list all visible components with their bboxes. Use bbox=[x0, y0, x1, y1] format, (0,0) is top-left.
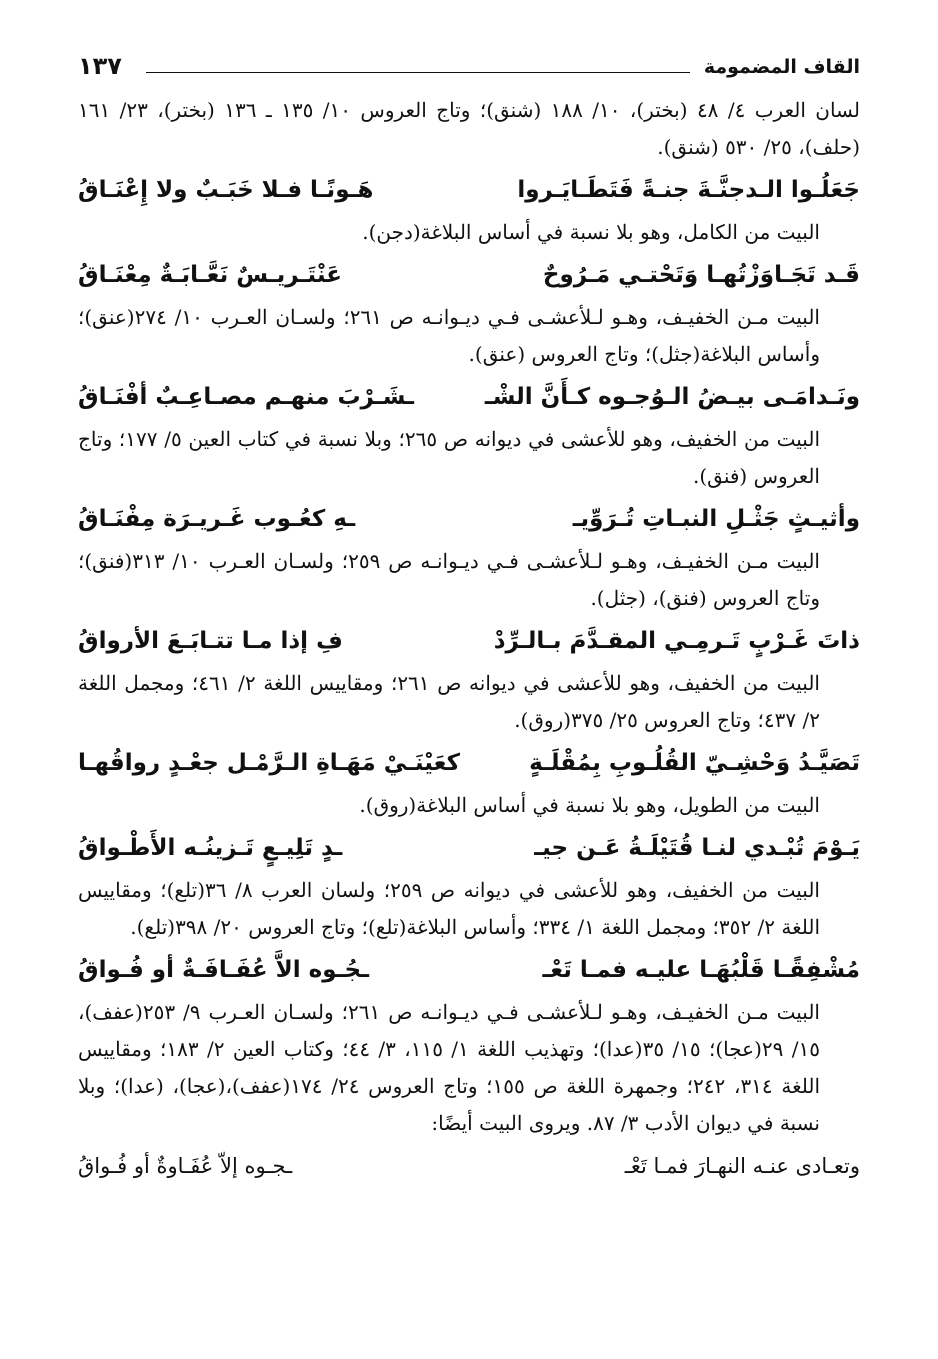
verse-note: البيت من الطويل، وهو بلا نسبة في أساس البلاغة(روق). bbox=[359, 793, 820, 817]
verse-second-hemistich: هَـونًـا فـلا خَبَـبٌ ولا إِعْنَـاقُ bbox=[78, 177, 374, 203]
verse-note: البيت من الخفيف، وهو للأعشى في ديوانه ص ٢٥٩؛ ولسان العرب ٨/ ٣٦(تلع)؛ ومقاييس اللغة ٢/ ٣٥٢؛ ومجمل اللغة ١/ ٣٣٤؛ وأساس البلاغة(تلع)؛ وتاج العروس ٢٠/ ٣٩٨(تلع). bbox=[78, 878, 820, 939]
verse-line bbox=[78, 495, 860, 543]
verse-note: البيت مـن الخفيـف، وهـو لـلأعشـى فـي ديـوانـه ص ٢٦١؛ ولسـان العـرب ١٠/ ٢٧٤(عنق)؛ وأساس البلاغة(جثل)؛ وتاج العروس (عنق). bbox=[78, 305, 820, 366]
page-number: ١٣٧ bbox=[78, 52, 122, 80]
running-title: القاف المضمومة bbox=[703, 56, 860, 78]
verse-second-hemistich: فِ إذا مـا تتـابَـعَ الأرواقُ bbox=[78, 628, 343, 654]
verse-line bbox=[78, 824, 860, 872]
verse-note: البيت من الخفيف، وهو للأعشى في ديوانه ص ٢٦١؛ ومقاييس اللغة ٢/ ٤٦١؛ ومجمل اللغة ٢/ ٤٣٧؛ وتاج العروس ٢٥/ ٣٧٥(روق). bbox=[78, 671, 820, 732]
header-rule bbox=[146, 72, 690, 73]
page-header bbox=[78, 48, 860, 88]
verse-first-hemistich: ونَـدامَـى بيـضُ الـوُجـوه كـأَنَّ الشْـ bbox=[484, 384, 860, 410]
verse-line bbox=[78, 739, 860, 787]
page-content bbox=[78, 92, 860, 1190]
verse-second-hemistich: ـدٍ تَلِيـعٍ تَـزينُـه الأَطْـواقُ bbox=[78, 835, 343, 861]
verse-line bbox=[78, 251, 860, 299]
verse-line bbox=[78, 617, 860, 665]
verse-first-hemistich: قَـد تَجَـاوَزْتُهـا وَتَحْتـي مَـرُوحٌ bbox=[542, 262, 860, 288]
verse-second-hemistich: كعَيْنَـيْ مَهَـاةِ الـرَّمْـل جعْـدٍ رواقُهـا bbox=[78, 750, 460, 776]
verse-first-hemistich: تَصَيَّـدُ وَحْشِـيّ القُلُـوبِ بِمُقْلَـةٍ bbox=[529, 750, 860, 776]
verse-first-hemistich: جَعَلُـوا الـدجنَّـةَ جنـةً فَتَطَـايَـروا bbox=[517, 177, 860, 203]
verse-line bbox=[78, 946, 860, 994]
verse-first-hemistich: يَـوْمَ تُبْـدي لنـا قُتَيْلَـةُ عَـن جيـ bbox=[534, 835, 860, 861]
verse-second-hemistich: ـجُـوه الاَّ عُفَـافَـةٌ أو فُـواقُ bbox=[78, 957, 369, 983]
reference-paragraph: لسان العرب ٤/ ٤٨ (بختر)، ١٠/ ١٨٨ (شنق)؛ وتاج العروس ١٠/ ١٣٥ ـ ١٣٦ (بختر)، ٢٣/ ١٦١ (حلف)، ٢٥/ ٥٣٠ (شنق). bbox=[78, 98, 860, 159]
verse-second-hemistich: ـشَـرْبَ منهـم مصـاعِـبٌ أفْنَـاقُ bbox=[78, 384, 414, 410]
verse-note: البيت مـن الخفيـف، وهـو لـلأعشـى فـي ديـوانـه ص ٢٦١؛ ولسـان العـرب ٩/ ٢٥٣(عفف)، ١٥/ ٢٩(عجا)؛ ١٥/ ٣٥(عدا)؛ وتهذيب اللغة ١/ ١١٥، ٣/ ٤٤؛ وكتاب العين ٢/ ١٨٣؛ ومقاييس اللغة ٣١٤، ٢٤٢؛ وجمهرة اللغة ص ١٥٥؛ وتاج العروس ٢٤/ ١٧٤(عفف)،(عجا)، (عدا)؛ وبلا نسبة في ديوان الأدب ٣/ ٨٧. ويروى البيت أيضًا: bbox=[78, 1000, 821, 1135]
verse-line bbox=[78, 166, 860, 214]
verse-note: البيت من الكامل، وهو بلا نسبة في أساس البلاغة(دجن). bbox=[362, 220, 820, 244]
verse-second-hemistich: ـهِ كعُـوب غَـريـرَة مِفْنَـاقُ bbox=[78, 506, 356, 532]
verse-line bbox=[78, 1142, 860, 1190]
verse-line bbox=[78, 373, 860, 421]
verse-second-hemistich: ـجـوه إلاّ عُفَـاوةٌ أو فُـواقُ bbox=[78, 1154, 293, 1178]
verse-note: البيت مـن الخفيـف، وهـو لـلأعشـى فـي ديـوانـه ص ٢٥٩؛ ولسـان العـرب ١٠/ ٣١٣(فنق)؛ وتاج العروس (فنق)، (جثل). bbox=[78, 549, 820, 610]
verse-first-hemistich: وأثيـثٍ جَثْـلِ النبـاتِ تُـرَوِّيـ bbox=[572, 506, 860, 532]
verse-second-hemistich: عَنْتَـريـسٌ نَعَّـابَـةٌ مِعْنَـاقُ bbox=[78, 262, 342, 288]
verse-first-hemistich: مُشْفِقًـا قَلْبُهَـا عليـه فمـا تَعْـ bbox=[542, 957, 860, 983]
verse-first-hemistich: وتعـادى عنـه النهـارَ فمـا تَعْـ bbox=[624, 1154, 860, 1178]
verse-note: البيت من الخفيف، وهو للأعشى في ديوانه ص ٢٦٥؛ وبلا نسبة في كتاب العين ٥/ ١٧٧؛ وتاج العروس (فنق). bbox=[78, 427, 820, 488]
verse-first-hemistich: ذاتَ غَـرْبٍ تَـرمِـي المقـدَّمَ بـالـرِّدْ bbox=[493, 628, 860, 654]
